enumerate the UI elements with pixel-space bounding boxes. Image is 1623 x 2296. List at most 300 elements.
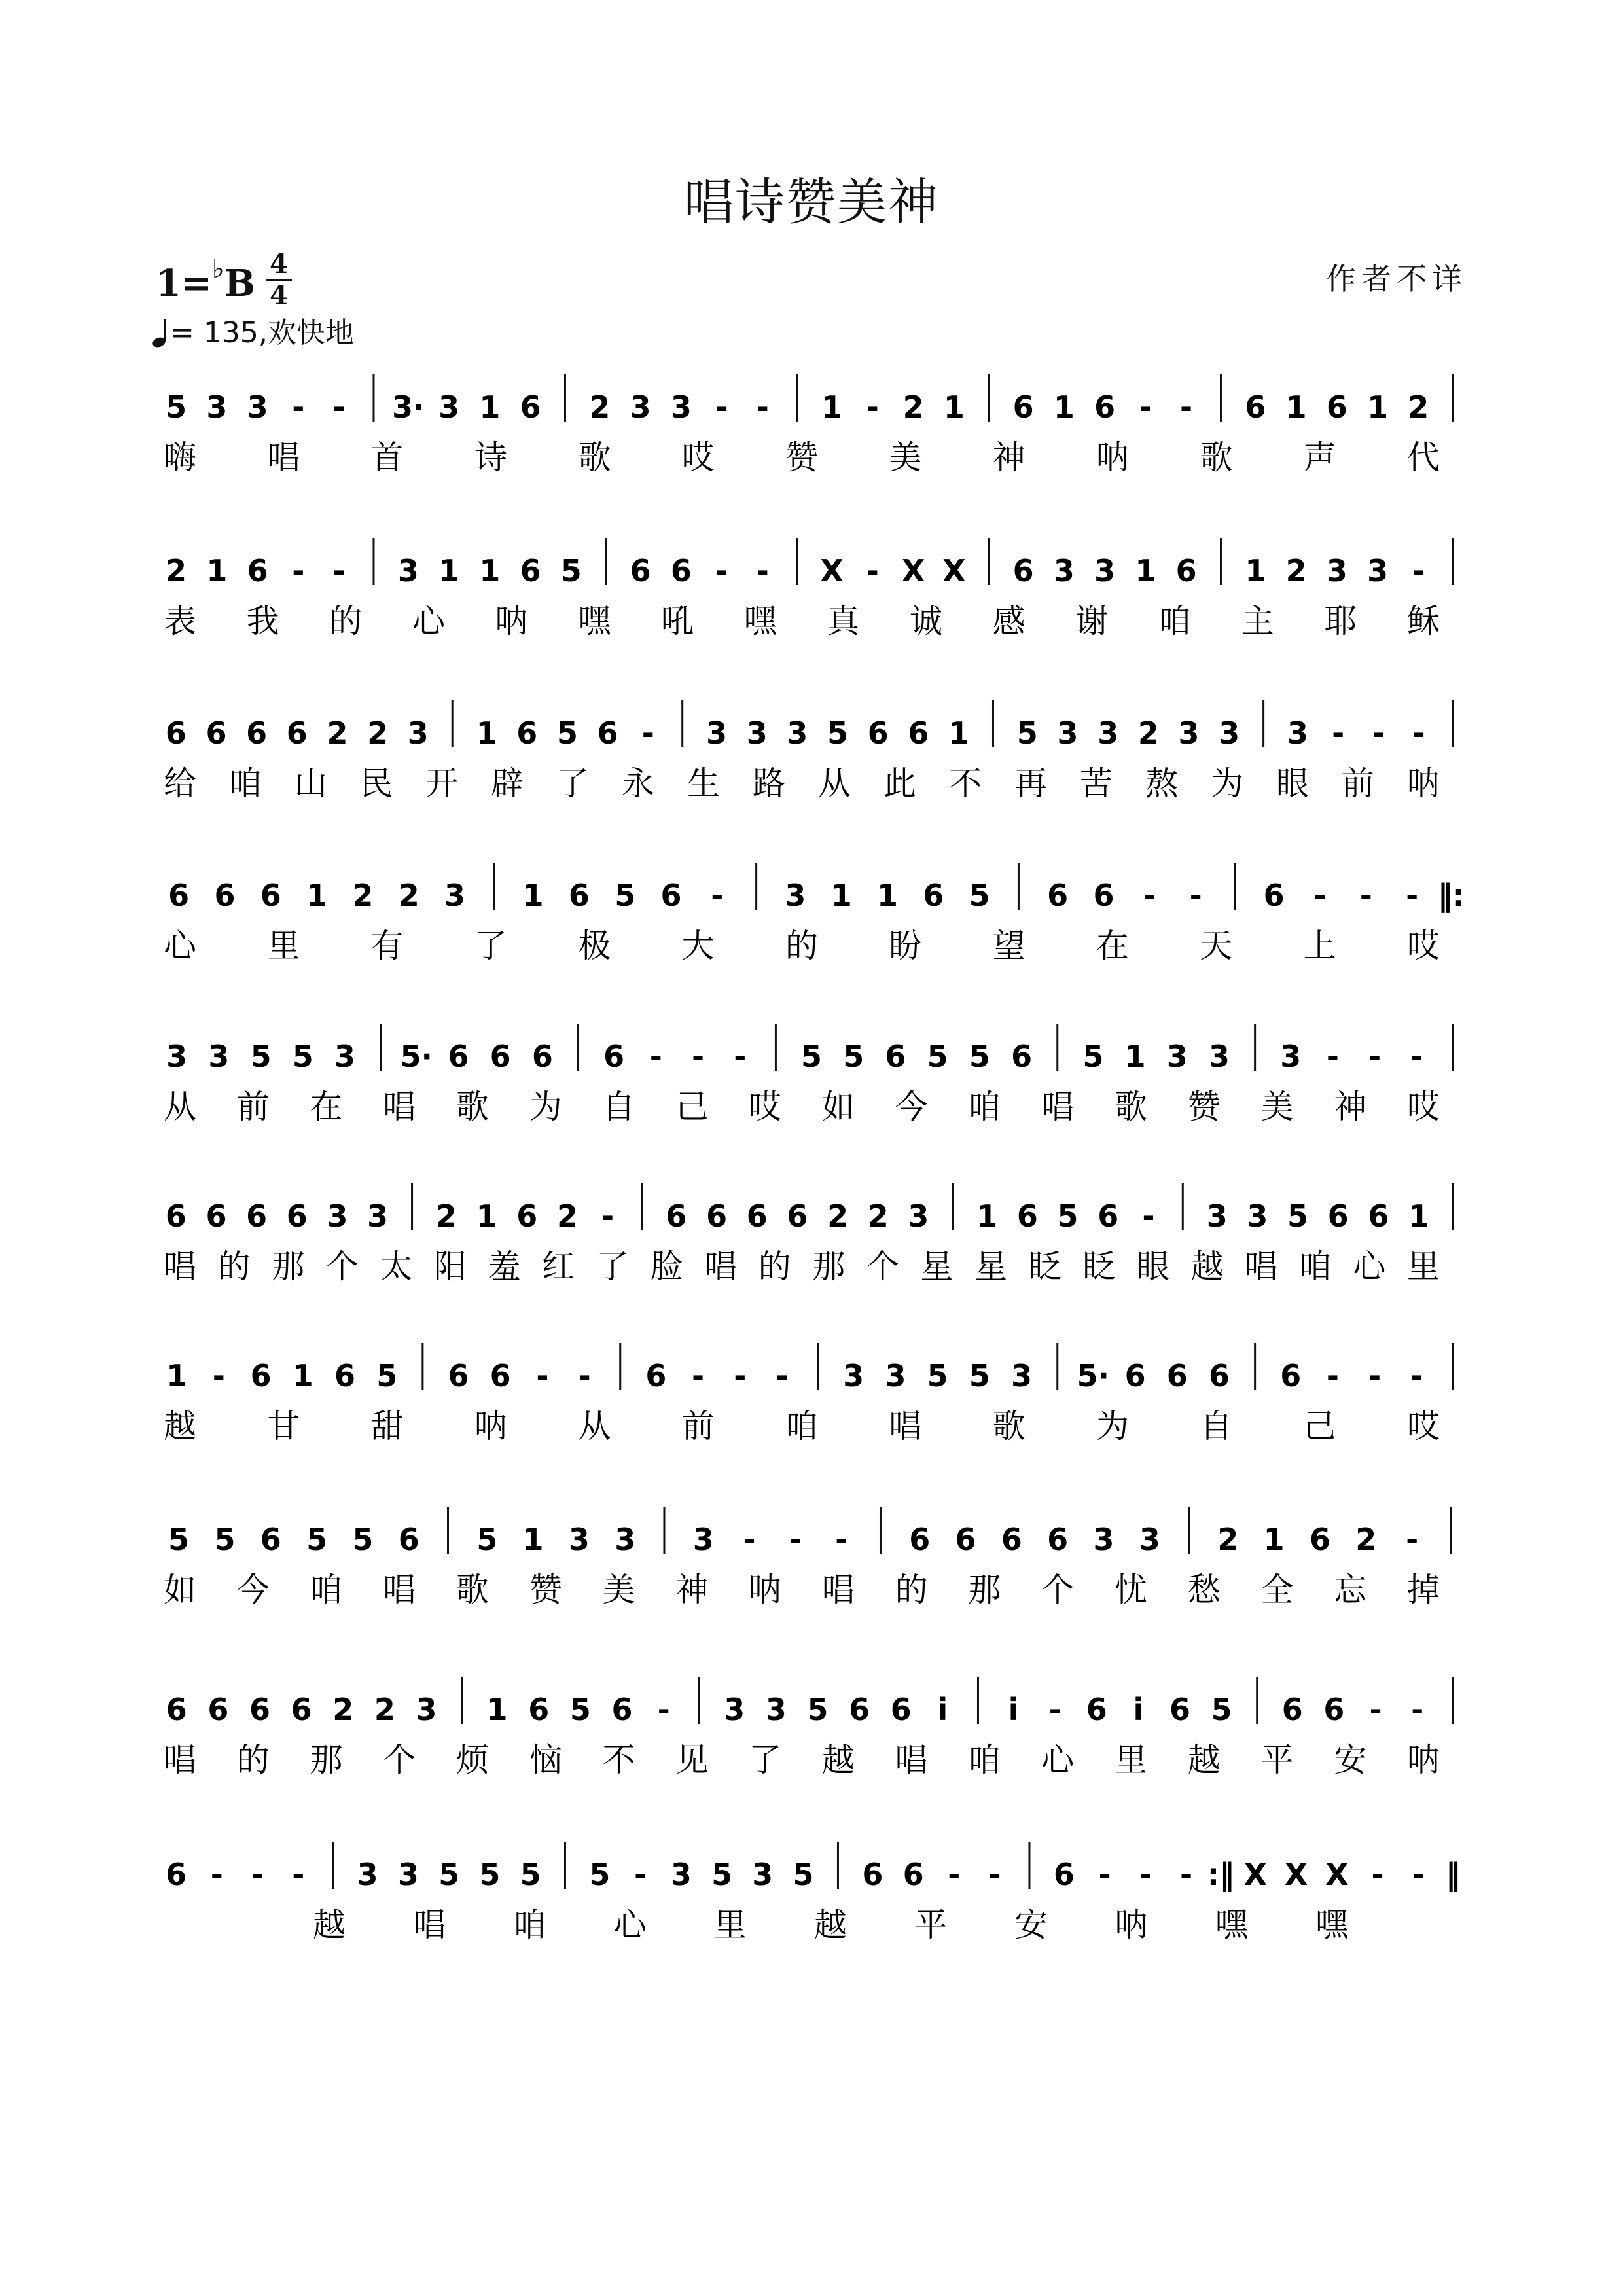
lyric-line — [313, 1906, 1349, 1944]
lyric-line — [164, 1741, 1440, 1779]
note: 5 — [1211, 1692, 1232, 1727]
note: 6 — [862, 1857, 883, 1892]
note: 3 — [692, 1522, 714, 1557]
note: 1 — [948, 715, 970, 751]
lyric-char: 越 — [1190, 1247, 1224, 1285]
note: 3 — [670, 389, 692, 425]
lyric-char: 开 — [425, 764, 458, 802]
lyric-char: 哎 — [1407, 1088, 1440, 1126]
lyric-char: 主 — [1241, 602, 1274, 640]
note: 6 — [597, 715, 618, 751]
note: 3 — [1280, 1039, 1302, 1074]
note: 6 — [787, 1198, 808, 1234]
lyric-char: 烦 — [456, 1741, 490, 1779]
lyric-char: 歌 — [992, 1407, 1026, 1445]
note: 5· — [1077, 1358, 1110, 1393]
note: 6 — [531, 1039, 553, 1074]
note: 3 — [208, 1039, 230, 1074]
note: 3 — [1209, 1039, 1230, 1074]
note: 2 — [166, 553, 187, 588]
lyric-char: 为 — [529, 1088, 562, 1126]
lyric-char: 唱 — [164, 1247, 196, 1285]
lyric-char: 呐 — [749, 1571, 782, 1609]
lyric-char: 哎 — [681, 439, 715, 476]
note: 6 — [1327, 1198, 1349, 1234]
note: 2 — [1217, 1522, 1239, 1557]
lyric-char: 咱 — [310, 1571, 343, 1609]
note: - — [1139, 389, 1152, 425]
note: 6 — [520, 389, 541, 425]
lyric-char: 唱 — [1245, 1247, 1278, 1285]
lyric-char: 越 — [1187, 1741, 1221, 1779]
lyric-char: 再 — [1014, 764, 1047, 802]
note: X — [820, 553, 844, 588]
note: - — [988, 1857, 1001, 1892]
lyric-char: 太 — [380, 1247, 413, 1285]
lyric-char: 赞 — [785, 439, 818, 476]
note: 6 — [1086, 1692, 1107, 1727]
lyric-char: 安 — [1334, 1741, 1367, 1779]
lyric-char: 羞 — [488, 1247, 521, 1285]
note: 1 — [166, 1358, 188, 1393]
lyric-char: 咱 — [968, 1741, 1001, 1779]
note: 6 — [1047, 1522, 1069, 1557]
lyric-char: 里 — [1114, 1741, 1147, 1779]
lyric-char: 山 — [294, 764, 327, 802]
lyric-char: 唱 — [413, 1906, 446, 1944]
lyric-char: 上 — [1303, 927, 1336, 965]
lyric-char: 呐 — [1115, 1906, 1148, 1944]
lyric-char: 今 — [236, 1571, 270, 1609]
note: 6 — [1053, 1857, 1075, 1892]
lyric-char: 全 — [1260, 1571, 1294, 1609]
note: - — [1368, 1039, 1382, 1074]
lyric-char: 的 — [217, 1247, 251, 1285]
lyric-char: 苦 — [1080, 764, 1113, 802]
note: 6 — [205, 1198, 227, 1234]
note: - — [292, 389, 305, 425]
lyric-char: 个 — [866, 1247, 899, 1285]
note: - — [1412, 1857, 1425, 1892]
lyric-char: 今 — [895, 1088, 928, 1126]
note: 1 — [292, 1358, 313, 1393]
note: 6 — [260, 878, 281, 913]
lyric-char: 歌 — [1200, 439, 1233, 476]
note: 5 — [214, 1522, 236, 1557]
note: 3 — [670, 1857, 692, 1892]
lyric-char: 心 — [164, 927, 196, 965]
note: 5 — [292, 1039, 313, 1074]
lyric-line — [164, 1088, 1440, 1126]
lyric-char: 耶 — [1324, 602, 1357, 640]
lyric-char: 诚 — [910, 602, 942, 640]
note: i — [1133, 1692, 1144, 1727]
note: 3 — [444, 878, 466, 913]
lyric-char: 那 — [968, 1571, 1001, 1609]
note: 6 — [706, 1198, 728, 1234]
lyric-char: 咱 — [1158, 602, 1191, 640]
note: 1 — [476, 1198, 497, 1234]
note: 5 — [800, 1039, 823, 1074]
lyric-char: 大 — [681, 927, 715, 965]
note: 6 — [670, 553, 692, 588]
note: 6 — [955, 1522, 976, 1557]
lyric-char: 自 — [1200, 1407, 1233, 1445]
note: 3 — [843, 1358, 865, 1393]
lyric-char: 平 — [1260, 1741, 1294, 1779]
lyric-char: 咱 — [1298, 1247, 1332, 1285]
key-prefix: 1= — [156, 262, 212, 305]
lyric-char: 神 — [1334, 1088, 1367, 1126]
note: 6 — [166, 1857, 187, 1892]
note: - — [948, 1857, 961, 1892]
note: - — [641, 715, 654, 751]
note: 3 — [1206, 1198, 1228, 1234]
lyric-char: 眨 — [1082, 1247, 1116, 1285]
note: 6 — [260, 1522, 281, 1557]
note: - — [756, 553, 769, 588]
note: 2 — [332, 1692, 354, 1727]
time-signature-top: 4 — [270, 249, 288, 279]
note: 3 — [1178, 715, 1200, 751]
note: 3 — [1367, 553, 1389, 588]
lyric-char: 了 — [749, 1741, 782, 1779]
lyric-char: 了 — [596, 1247, 629, 1285]
lyric-char: 个 — [1041, 1571, 1075, 1609]
note: 1 — [306, 878, 328, 913]
note: 6 — [645, 1358, 667, 1393]
note: 3 — [397, 553, 419, 588]
note: - — [1369, 1692, 1382, 1727]
note: 6 — [1368, 1198, 1389, 1234]
note: 6 — [246, 1198, 268, 1234]
lyric-line — [164, 1571, 1440, 1609]
note: 6 — [214, 878, 236, 913]
lyric-char: 嘿 — [578, 602, 611, 640]
lyric-char: 唱 — [821, 1571, 855, 1609]
lyric-char: 真 — [827, 602, 860, 640]
lyric-char: 唱 — [267, 439, 300, 476]
note: 1 — [1135, 553, 1156, 588]
lyric-char: 那 — [310, 1741, 343, 1779]
note: 1 — [1263, 1522, 1285, 1557]
note: - — [212, 1358, 225, 1393]
lyric-char: 歌 — [456, 1088, 490, 1126]
note: 1 — [1285, 389, 1307, 425]
note: - — [715, 389, 728, 425]
note: 1 — [1124, 1039, 1146, 1074]
note: 5 — [1057, 1198, 1079, 1234]
lyric-char: 心 — [613, 1906, 647, 1944]
lyric-char: 嘿 — [1215, 1906, 1248, 1944]
lyric-char: 脸 — [650, 1247, 683, 1285]
note: 3 — [1326, 553, 1347, 588]
note: - — [692, 1358, 705, 1393]
note: - — [734, 1039, 747, 1074]
note: 3 — [752, 1857, 774, 1892]
note: 1 — [1245, 553, 1266, 588]
page-title: 唱诗赞美神 — [684, 173, 939, 231]
note: - — [292, 1857, 305, 1892]
lyric-char: 里 — [713, 1906, 747, 1944]
note: 2 — [352, 878, 374, 913]
note: 6 — [398, 1522, 419, 1557]
note: - — [715, 553, 728, 588]
note: 3 — [1011, 1358, 1033, 1393]
note: - — [210, 1857, 223, 1892]
note: - — [1412, 715, 1425, 751]
note: - — [789, 1522, 802, 1557]
note: 3 — [416, 1692, 437, 1727]
note: 1 — [1367, 389, 1389, 425]
lyric-char: 平 — [914, 1906, 948, 1944]
lyric-char: 嘿 — [1315, 1906, 1348, 1944]
note: - — [1412, 553, 1425, 588]
lyric-char: 嗨 — [164, 439, 196, 476]
note: 6 — [1166, 1358, 1188, 1393]
lyric-char: 的 — [236, 1741, 270, 1779]
note: 6 — [207, 1692, 229, 1727]
lyric-char: 前 — [236, 1088, 270, 1126]
lyric-char: 感 — [992, 602, 1026, 640]
lyric-char: 掉 — [1407, 1571, 1440, 1609]
note: - — [649, 1039, 662, 1074]
note: 3 — [334, 1039, 356, 1074]
note: 3 — [1097, 715, 1119, 751]
note: - — [1406, 878, 1419, 913]
note: 6 — [902, 1857, 924, 1892]
lyric-char: 咱 — [968, 1088, 1001, 1126]
note: 5 — [569, 1692, 591, 1727]
note: 6 — [165, 1198, 187, 1234]
lyric-char: 永 — [622, 764, 654, 802]
note: 6 — [448, 1039, 469, 1074]
note: 3 — [1057, 715, 1079, 751]
note: 5 — [560, 553, 582, 588]
note: 3 — [615, 1522, 636, 1557]
lyric-char: 眼 — [1276, 764, 1309, 802]
lyric-char: 越 — [821, 1741, 855, 1779]
lyric-char: 呐 — [1096, 439, 1129, 476]
lyric-char: 个 — [325, 1247, 359, 1285]
lyric-char: 心 — [1041, 1741, 1075, 1779]
lyric-char: 眨 — [1028, 1247, 1061, 1285]
lyric-char: 赞 — [1187, 1088, 1221, 1126]
note: 6 — [286, 1198, 308, 1234]
note: 3 — [1139, 1522, 1160, 1557]
lyric-line — [164, 927, 1440, 965]
note: 5 — [376, 1358, 398, 1393]
lyric-char: 美 — [602, 1571, 635, 1609]
lyric-char: 呐 — [474, 1407, 507, 1445]
lyric-char: 甜 — [370, 1407, 404, 1445]
note: 6 — [249, 1692, 271, 1727]
lyric-char: 的 — [329, 602, 363, 640]
note: 3 — [785, 878, 806, 913]
lyric-char: 从 — [164, 1088, 196, 1126]
note: 6 — [516, 715, 538, 751]
note: 6 — [909, 1522, 931, 1557]
note: 6 — [246, 715, 268, 751]
note: 6 — [520, 553, 541, 588]
lyric-char: 忘 — [1334, 1571, 1367, 1609]
lyric-char: 为 — [1096, 1407, 1129, 1445]
lyric-char: 不 — [949, 764, 982, 802]
note: 6 — [1281, 1692, 1303, 1727]
note: 2 — [1137, 715, 1159, 751]
lyric-char: 忧 — [1114, 1571, 1147, 1609]
note: - — [536, 1358, 549, 1393]
note: - — [251, 1857, 264, 1892]
lyric-char: 的 — [758, 1247, 791, 1285]
note: 6 — [1326, 389, 1347, 425]
note: 2 — [867, 1198, 889, 1234]
note: - — [332, 389, 346, 425]
note: 5 — [479, 1857, 501, 1892]
lyric-char: 里 — [267, 927, 300, 965]
lyric-char: 哎 — [1407, 1407, 1440, 1445]
note: - — [1406, 1522, 1419, 1557]
note: 3 — [1247, 1198, 1268, 1234]
note: 1 — [1053, 389, 1075, 425]
note: 6 — [1097, 1198, 1119, 1234]
note: 6 — [490, 1358, 511, 1393]
note: 5 — [711, 1857, 733, 1892]
note: 3 — [1053, 553, 1075, 588]
lyric-char: 如 — [164, 1571, 196, 1609]
note: 3 — [1166, 1039, 1188, 1074]
note: 3 — [746, 715, 768, 751]
lyric-char: 诗 — [474, 439, 507, 476]
note: 3 — [630, 389, 651, 425]
note: 3 — [1093, 1522, 1115, 1557]
note: X — [901, 553, 925, 588]
lyric-char: 给 — [164, 764, 196, 802]
note: 6 — [1209, 1358, 1230, 1393]
note: 6 — [1280, 1358, 1302, 1393]
note: 2 — [902, 389, 924, 425]
lyric-char: 红 — [542, 1247, 575, 1285]
note: - — [332, 553, 346, 588]
lyric-char: 呐 — [1407, 1741, 1440, 1779]
lyric-char: 心 — [412, 602, 445, 640]
note: 5 — [168, 1522, 190, 1557]
note: 5 — [556, 715, 578, 751]
lyric-char: 了 — [556, 764, 589, 802]
note: - — [1098, 1857, 1111, 1892]
note: 1 — [479, 389, 501, 425]
note: 6 — [205, 715, 227, 751]
lyric-char: 眼 — [1136, 1247, 1169, 1285]
repeat-barline: :‖ — [1207, 1857, 1235, 1892]
lyric-char: 咱 — [229, 764, 262, 802]
note: 6 — [603, 1039, 625, 1074]
lyric-char: 自 — [602, 1088, 635, 1126]
lyric-char: 民 — [360, 764, 393, 802]
lyric-char: 哎 — [1407, 927, 1440, 965]
note: 3 — [1219, 715, 1240, 751]
note: 3 — [787, 715, 808, 751]
note: 6 — [1093, 878, 1115, 913]
lyric-char: 为 — [1211, 764, 1243, 802]
note: 5 — [352, 1522, 374, 1557]
note: 6 — [528, 1692, 550, 1727]
note: 3 — [568, 1522, 590, 1557]
lyric-char: 歌 — [1114, 1088, 1147, 1126]
note: - — [1139, 1857, 1152, 1892]
note: - — [1189, 878, 1202, 913]
note: 2 — [1355, 1522, 1377, 1557]
lyric-char: 那 — [812, 1247, 846, 1285]
note: 3 — [247, 389, 268, 425]
note: - — [1180, 389, 1193, 425]
lyric-char: 生 — [687, 764, 720, 802]
note: 5 — [306, 1522, 328, 1557]
note: 5 — [1082, 1039, 1104, 1074]
lyric-char: 里 — [1407, 1247, 1440, 1285]
note: 5 — [827, 715, 849, 751]
lyric-char: 甘 — [267, 1407, 300, 1445]
lyric-line — [164, 1247, 1440, 1285]
lyric-char: 越 — [313, 1906, 346, 1944]
note: 5 — [969, 1039, 990, 1074]
note: - — [1332, 715, 1345, 751]
note: 5 — [438, 1857, 460, 1892]
note: 2 — [435, 1198, 457, 1234]
note: - — [1180, 1857, 1193, 1892]
author: 作者不详 — [1326, 261, 1467, 296]
lyric-char: 那 — [272, 1247, 305, 1285]
note: 3· — [392, 389, 425, 425]
note: 3 — [438, 389, 460, 425]
lyric-char: 路 — [753, 764, 785, 802]
lyric-char: 从 — [578, 1407, 611, 1445]
note: X — [1284, 1857, 1308, 1892]
note: 5 — [843, 1039, 865, 1074]
note: 2 — [398, 878, 419, 913]
note: 6 — [1011, 1039, 1033, 1074]
note: 6 — [1047, 878, 1069, 913]
note: 2 — [589, 389, 611, 425]
note: 6 — [490, 1039, 511, 1074]
note: 6 — [923, 878, 944, 913]
tempo-text: = 135,欢快地 — [170, 316, 354, 350]
lyric-char: 唱 — [383, 1088, 416, 1126]
lyric-char: 表 — [164, 602, 196, 640]
note: 1 — [476, 715, 497, 751]
note: 6 — [448, 1358, 469, 1393]
note: 5· — [400, 1039, 433, 1074]
note: 6 — [516, 1198, 538, 1234]
note: 6 — [291, 1692, 312, 1727]
note: 6 — [1309, 1522, 1330, 1557]
lyric-char: 稣 — [1407, 602, 1440, 640]
note: 3 — [397, 1857, 419, 1892]
lyric-char: 如 — [821, 1088, 855, 1126]
note: i — [1008, 1692, 1019, 1727]
note: 2 — [1408, 389, 1429, 425]
note: - — [866, 389, 879, 425]
note: - — [1368, 1358, 1382, 1393]
note: - — [1410, 1039, 1423, 1074]
note: 1 — [943, 389, 965, 425]
note: - — [835, 1522, 848, 1557]
lyric-char: 唱 — [889, 1407, 922, 1445]
lyric-char: 的 — [785, 927, 818, 965]
lyric-char: 个 — [383, 1741, 416, 1779]
lyric-char: 见 — [675, 1741, 709, 1779]
lyric-char: 己 — [675, 1088, 709, 1126]
